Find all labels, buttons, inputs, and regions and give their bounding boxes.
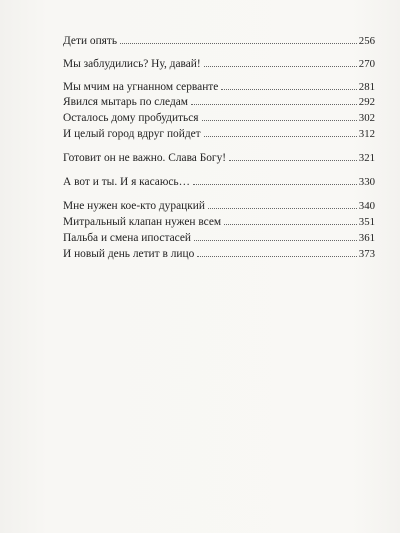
toc-entry bbox=[63, 111, 375, 125]
dot-leader bbox=[197, 256, 357, 257]
dot-leader bbox=[194, 240, 357, 241]
toc-entry-title: Мы мчим на угнанном серванте bbox=[63, 81, 219, 93]
toc-entry bbox=[63, 175, 375, 189]
dot-leader bbox=[221, 89, 356, 90]
dot-leader bbox=[204, 136, 357, 137]
toc-entry bbox=[63, 95, 375, 109]
toc-entry-page: 256 bbox=[358, 35, 375, 47]
dot-leader bbox=[193, 184, 357, 185]
dot-leader bbox=[208, 208, 357, 209]
toc-entry-title: Мне нужен кое-кто дурацкий bbox=[63, 200, 205, 212]
toc-entry-title: Явился мытарь по следам bbox=[63, 96, 189, 108]
toc-entry-title: Митральный клапан нужен всем bbox=[63, 216, 222, 228]
toc-entry-title: А вот и ты. И я касаюсь… bbox=[63, 176, 190, 188]
toc-entry bbox=[63, 57, 375, 71]
toc-entry-page: 281 bbox=[358, 81, 375, 93]
toc-entry bbox=[63, 34, 375, 48]
toc-entry bbox=[63, 127, 375, 141]
toc-entry-page: 340 bbox=[358, 200, 375, 212]
toc-entry-page: 270 bbox=[358, 58, 375, 70]
toc-entry-title: Мы заблудились? Ну, давай! bbox=[63, 58, 201, 70]
toc-entry-page: 292 bbox=[358, 96, 375, 108]
dot-leader bbox=[120, 43, 357, 44]
toc-entry-page: 302 bbox=[358, 112, 375, 124]
toc-entry bbox=[63, 151, 375, 165]
dot-leader bbox=[224, 224, 357, 225]
toc-entry bbox=[63, 199, 375, 213]
toc-entry-title: И новый день летит в лицо bbox=[63, 248, 195, 260]
toc-entry-title: Дети опять bbox=[63, 35, 118, 47]
toc-entry-title: Пальба и смена ипостасей bbox=[63, 232, 191, 244]
dot-leader bbox=[204, 66, 357, 67]
toc-entry-page: 373 bbox=[358, 248, 375, 260]
dot-leader bbox=[191, 104, 357, 105]
toc-entry bbox=[63, 231, 375, 245]
toc-entry-page: 330 bbox=[358, 176, 375, 188]
toc-entry-page: 312 bbox=[358, 128, 375, 140]
toc-entry-page: 361 bbox=[358, 232, 375, 244]
toc-entry-title: Осталось дому пробудиться bbox=[63, 112, 199, 124]
toc-entry bbox=[63, 215, 375, 229]
toc-entry bbox=[63, 80, 375, 94]
toc-entry-title: Готовит он не важно. Слава Богу! bbox=[63, 152, 227, 164]
toc-entry bbox=[63, 247, 375, 261]
toc-entry-page: 321 bbox=[358, 152, 375, 164]
dot-leader bbox=[229, 160, 357, 161]
toc-entry-title: И целый город вдруг пойдет bbox=[63, 128, 201, 140]
toc-entry-page: 351 bbox=[358, 216, 375, 228]
dot-leader bbox=[202, 120, 357, 121]
